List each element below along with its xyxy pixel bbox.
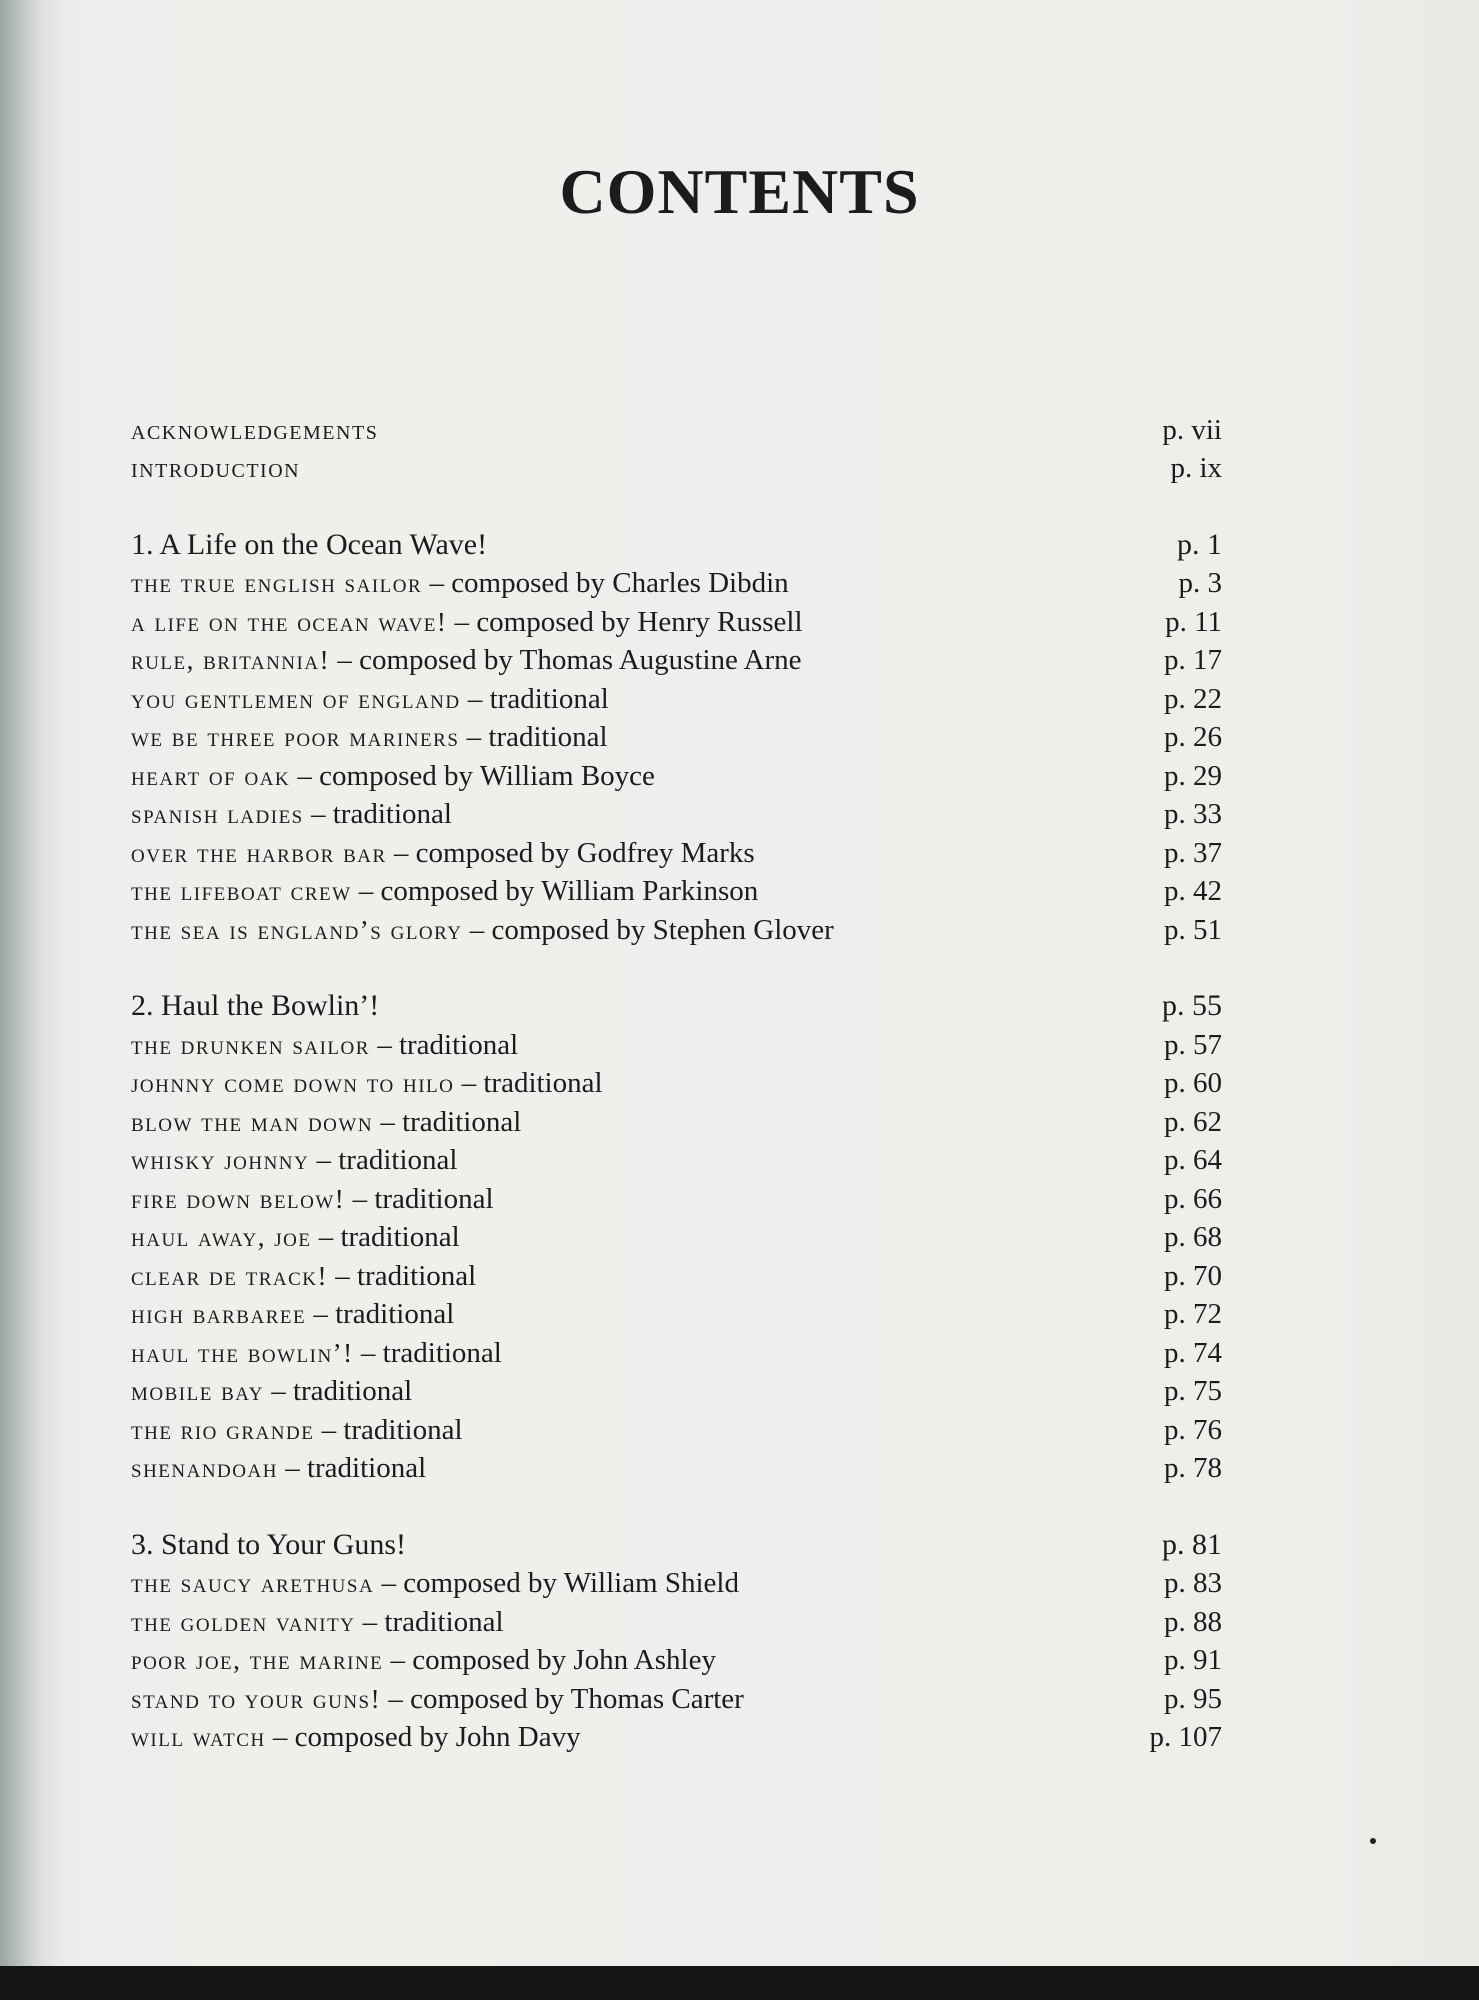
song-row: [131, 874, 1222, 913]
toc-page-number: p. 78: [1164, 1452, 1222, 1484]
toc-page-number: p. 29: [1164, 759, 1222, 792]
song-row: [131, 1566, 1222, 1605]
song-row: [131, 643, 1222, 682]
song-credit: – traditional: [311, 798, 452, 830]
song-title: whisky johnny: [131, 1145, 310, 1175]
song-credit: – traditional: [271, 1375, 413, 1407]
song-row: [131, 720, 1222, 759]
song-row: [131, 1220, 1222, 1259]
song-row: [131, 1181, 1222, 1220]
song-credit: – traditional: [466, 721, 608, 753]
page-title: CONTENTS: [559, 156, 920, 227]
song-credit: – composed by Charles Dibdin: [429, 567, 789, 599]
song-credit: – traditional: [335, 1259, 477, 1292]
song-row: [131, 1258, 1222, 1297]
song-credit: – composed by William Parkinson: [358, 875, 759, 907]
song-title: haul away, joe: [131, 1222, 312, 1252]
song-row: [131, 1297, 1222, 1336]
song-title: the drunken sailor: [131, 1029, 370, 1060]
song-row: [131, 1143, 1222, 1182]
section-gap: [131, 1489, 1222, 1527]
song-credit: – composed by William Shield: [381, 1567, 739, 1599]
song-row: [131, 1335, 1222, 1374]
song-credit: – traditional: [313, 1298, 455, 1330]
toc-page-number: p. 72: [1164, 1298, 1222, 1330]
song-credit: – traditional: [380, 1105, 522, 1138]
song-row: [131, 797, 1222, 836]
song-title: will watch: [131, 1722, 266, 1752]
toc-page-number: p. 83: [1164, 1567, 1222, 1599]
toc-page-number: p. 75: [1164, 1375, 1222, 1407]
song-row: [131, 1374, 1222, 1413]
song-credit: – traditional: [352, 1182, 494, 1215]
song-title: we be three poor mariners: [131, 722, 460, 752]
song-row: [131, 1604, 1222, 1643]
toc-page-number: p. 33: [1164, 798, 1222, 830]
song-title: haul the bowlin’!: [131, 1337, 354, 1368]
toc-page-number: p. 3: [1178, 567, 1222, 599]
toc-front-matter-row: [131, 412, 1222, 451]
song-credit: – traditional: [362, 1605, 504, 1638]
toc-page-number: p. 51: [1164, 913, 1222, 946]
song-row: [131, 566, 1222, 605]
toc-page-number: p. 107: [1149, 1721, 1222, 1753]
song-credit: – composed by Thomas Carter: [388, 1682, 744, 1715]
song-row: [131, 1104, 1222, 1143]
song-title: over the harbor bar: [131, 837, 387, 868]
song-credit: – composed by Thomas Augustine Arne: [337, 644, 802, 676]
song-credit: – traditional: [467, 682, 609, 715]
toc-page-number: p. 11: [1165, 605, 1222, 638]
song-credit: – traditional: [360, 1336, 502, 1369]
toc-page-number: p. 91: [1164, 1644, 1222, 1676]
toc-page-number: p. 37: [1164, 836, 1222, 869]
toc-page-number: p. 55: [1162, 989, 1222, 1022]
chapter-heading-row: [131, 989, 1222, 1028]
song-title: you gentlemen of england: [131, 683, 461, 714]
song-title: clear de track!: [131, 1260, 328, 1291]
chapter-heading: 3. Stand to Your Guns!: [131, 1527, 407, 1561]
toc-front-matter-row: [131, 451, 1222, 490]
table-of-contents: [131, 412, 1222, 1758]
toc-page-number: p. 22: [1164, 682, 1222, 715]
toc-page-number: p. 81: [1162, 1527, 1222, 1561]
song-row: [131, 681, 1222, 720]
chapter-heading: 2. Haul the Bowlin’!: [131, 989, 380, 1022]
song-title: spanish ladies: [131, 799, 304, 829]
section-gap: [131, 951, 1222, 989]
song-credit: – composed by William Boyce: [297, 759, 655, 792]
song-title: high barbaree: [131, 1299, 307, 1329]
scan-bottom-edge: [0, 1966, 1479, 2000]
chapter-heading-row: [131, 527, 1222, 566]
song-title: fire down below!: [131, 1183, 346, 1214]
toc-page-number: p. 64: [1164, 1144, 1222, 1176]
song-credit: – composed by Henry Russell: [454, 605, 803, 638]
song-row: [131, 1681, 1222, 1720]
toc-page-number: p. ix: [1170, 452, 1222, 484]
song-credit: – traditional: [316, 1144, 458, 1176]
chapter-heading-row: [131, 1527, 1222, 1566]
song-row: [131, 912, 1222, 951]
toc-page-number: p. 17: [1164, 644, 1222, 676]
song-title: the sea is england’s glory: [131, 914, 463, 945]
song-title: stand to your guns!: [131, 1683, 382, 1714]
toc-page-number: p. 57: [1164, 1028, 1222, 1061]
toc-page-number: p. 70: [1164, 1259, 1222, 1292]
toc-page-number: p. 68: [1164, 1221, 1222, 1253]
chapter-heading: 1. A Life on the Ocean Wave!: [131, 527, 488, 561]
song-title: the lifeboat crew: [131, 876, 352, 906]
song-credit: – composed by Godfrey Marks: [393, 836, 755, 869]
toc-entry-title: acknowledgements: [131, 413, 379, 446]
ink-speck: [1370, 1838, 1376, 1844]
song-title: poor joe, the marine: [131, 1645, 384, 1675]
toc-page-number: p. 60: [1164, 1067, 1222, 1099]
toc-page-number: p. 62: [1164, 1105, 1222, 1138]
song-title: the saucy arethusa: [131, 1568, 375, 1598]
song-title: heart of oak: [131, 760, 291, 791]
song-credit: – composed by John Davy: [272, 1721, 581, 1753]
song-title: rule, britannia!: [131, 645, 331, 675]
song-row: [131, 1066, 1222, 1105]
song-credit: – traditional: [321, 1413, 463, 1446]
song-credit: – traditional: [377, 1028, 519, 1061]
song-credit: – traditional: [285, 1452, 427, 1484]
song-title: mobile bay: [131, 1376, 264, 1406]
song-row: [131, 1027, 1222, 1066]
song-credit: – traditional: [461, 1067, 603, 1099]
song-title: the rio grande: [131, 1414, 315, 1445]
toc-page-number: p. vii: [1162, 413, 1222, 446]
song-credit: – traditional: [318, 1221, 460, 1253]
song-row: [131, 604, 1222, 643]
song-row: [131, 1720, 1222, 1759]
toc-page-number: p. 26: [1164, 721, 1222, 753]
toc-page-number: p. 1: [1177, 527, 1222, 561]
toc-page-number: p. 95: [1164, 1682, 1222, 1715]
song-row: [131, 758, 1222, 797]
song-title: the golden vanity: [131, 1606, 356, 1637]
toc-page-number: p. 88: [1164, 1605, 1222, 1638]
toc-page-number: p. 66: [1164, 1182, 1222, 1215]
song-credit: – composed by Stephen Glover: [469, 913, 834, 946]
toc-page-number: p. 74: [1164, 1336, 1222, 1369]
song-title: blow the man down: [131, 1106, 374, 1137]
song-credit: – composed by John Ashley: [390, 1644, 716, 1676]
song-row: [131, 1643, 1222, 1682]
song-title: a life on the ocean wave!: [131, 606, 448, 637]
song-title: the true english sailor: [131, 568, 423, 598]
song-title: shenandoah: [131, 1453, 278, 1483]
toc-entry-title: introduction: [131, 452, 301, 484]
song-row: [131, 1451, 1222, 1490]
song-row: [131, 1412, 1222, 1451]
toc-page-number: p. 76: [1164, 1413, 1222, 1446]
section-gap: [131, 489, 1222, 527]
spine-shadow: [0, 0, 70, 2000]
toc-page-number: p. 42: [1164, 875, 1222, 907]
song-row: [131, 835, 1222, 874]
song-title: johnny come down to hilo: [131, 1068, 455, 1098]
